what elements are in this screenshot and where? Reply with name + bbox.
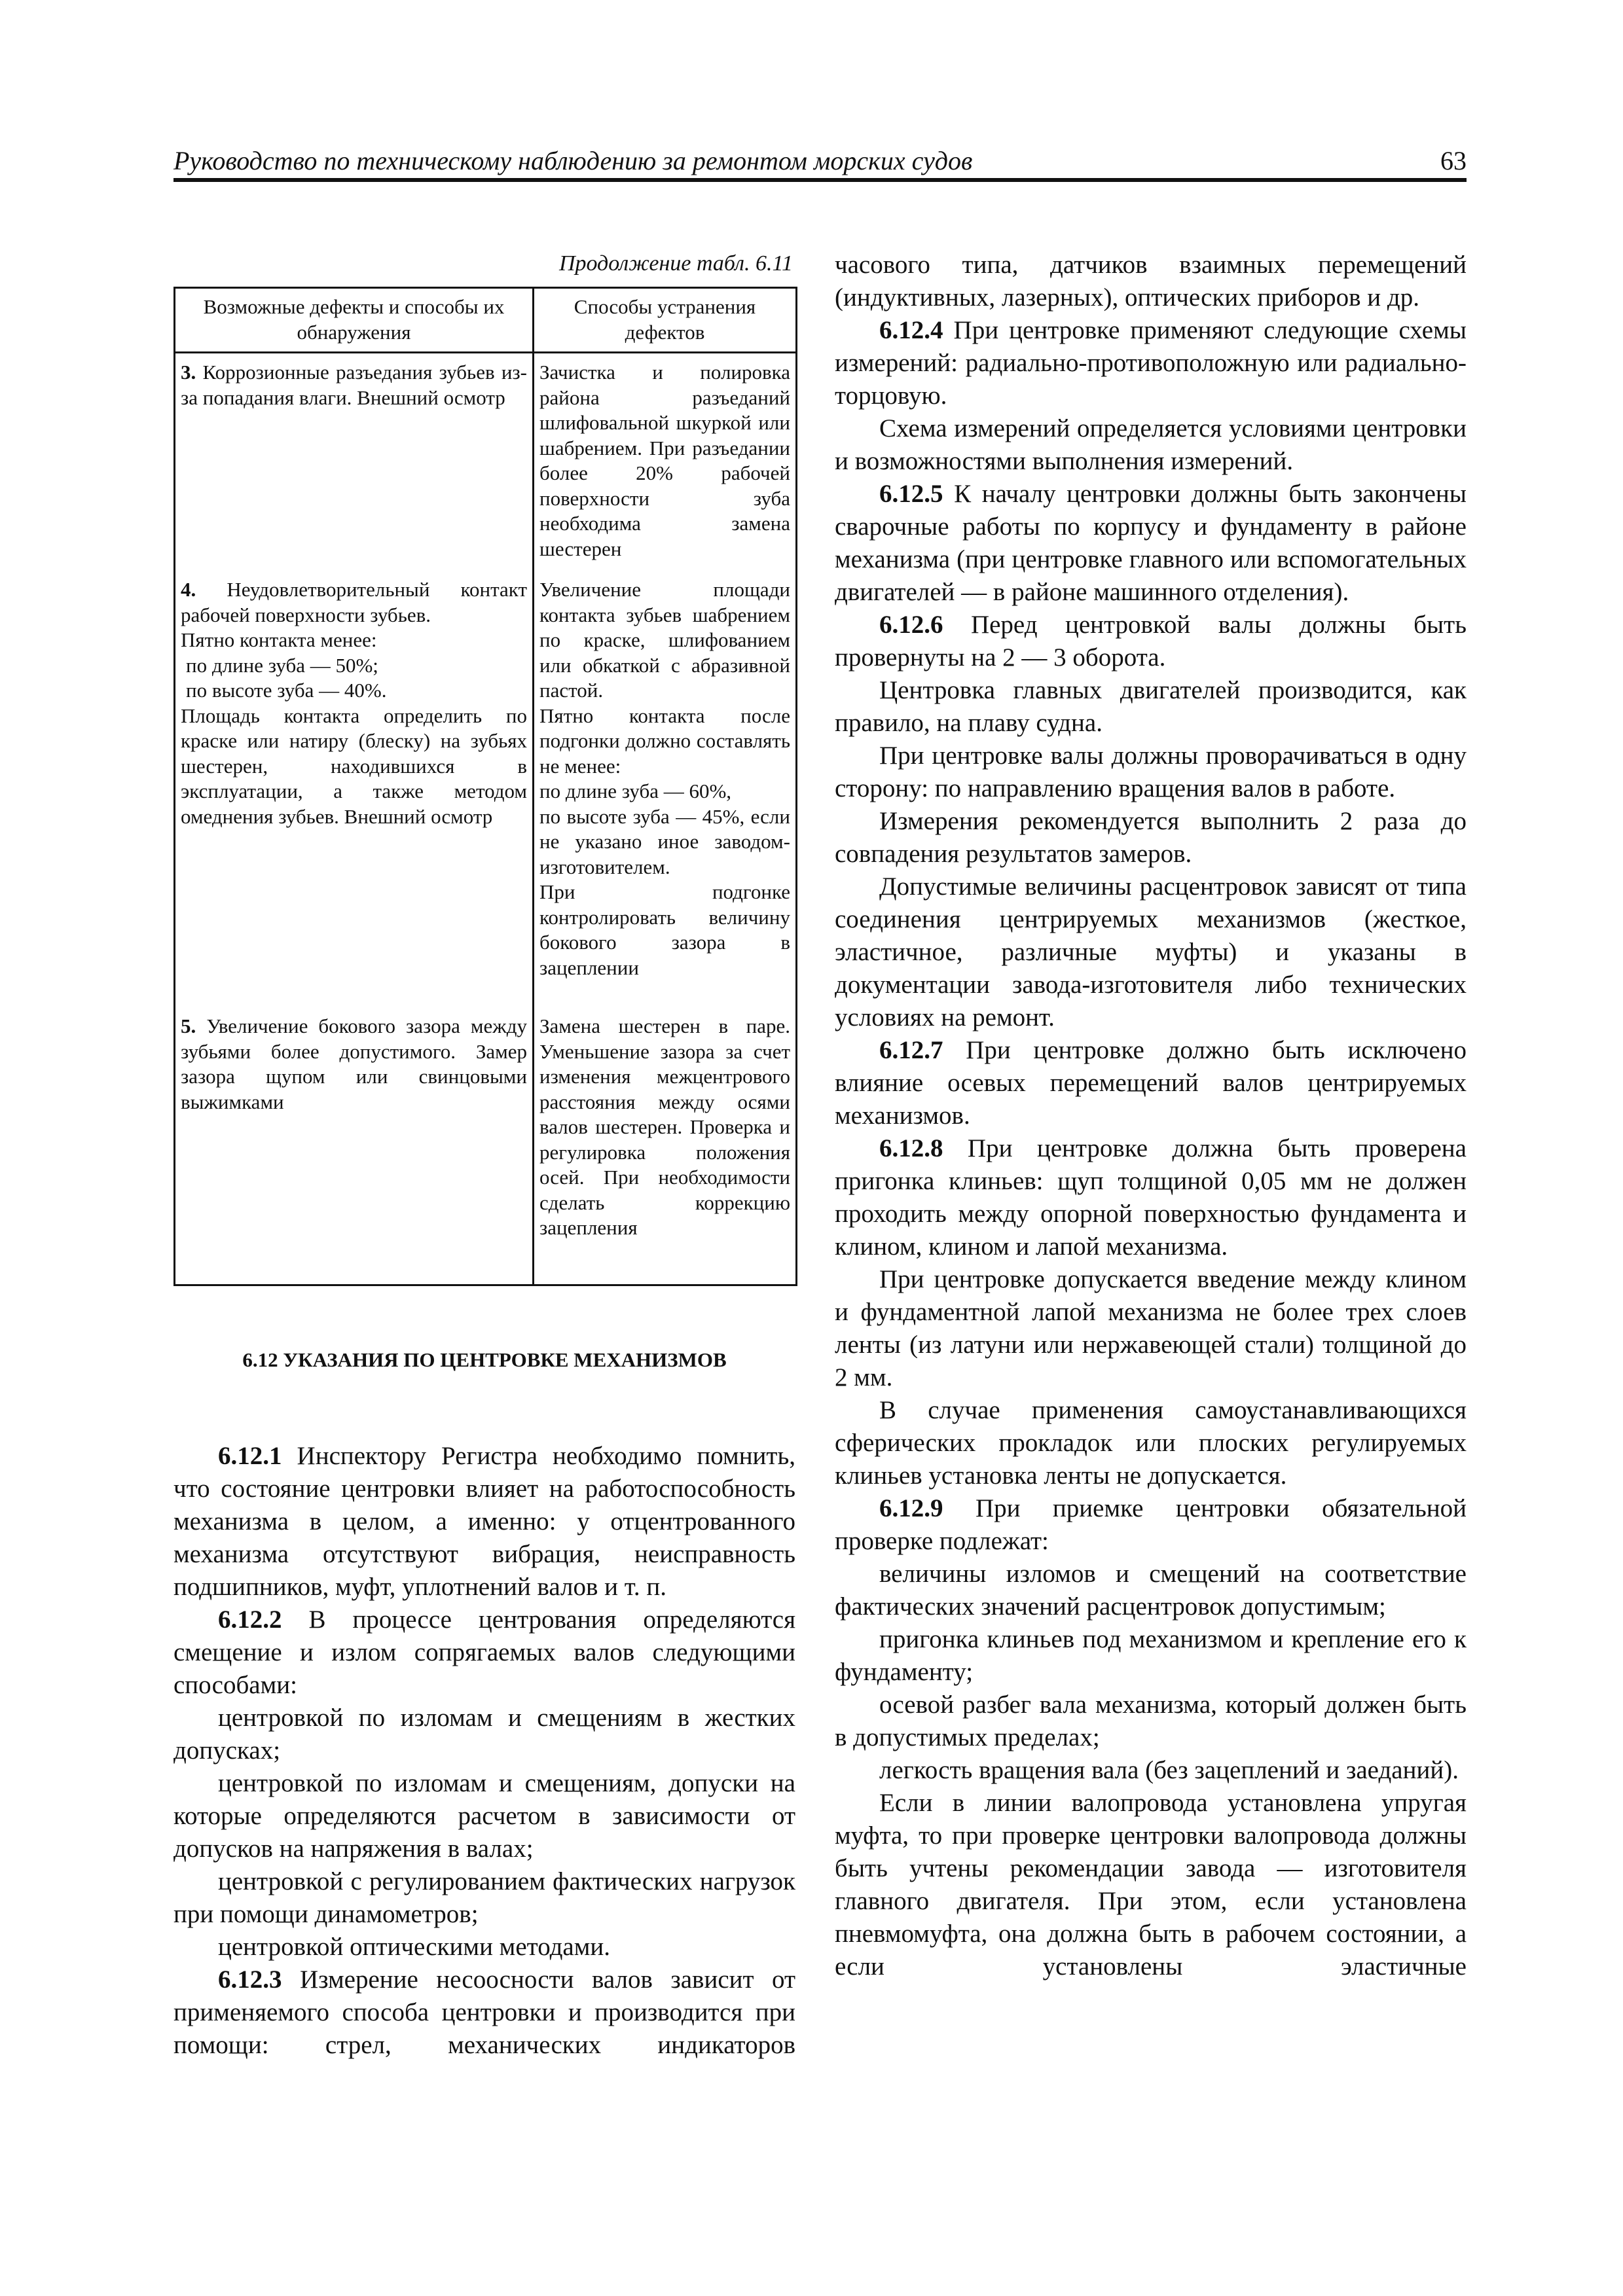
column-header-defects: Возможные дефекты и способы их обнаружения <box>175 288 534 353</box>
defect-text: Неудовлетворительный контакт рабочей поверхности зубьев. <box>181 578 527 626</box>
left-text-block <box>173 1440 795 2062</box>
paragraph-text: В процессе центрования определяются смещение и излом сопрягаемых валов следующими способами: <box>173 1605 796 1699</box>
paragraph <box>835 314 1467 412</box>
paragraph <box>835 478 1467 609</box>
paragraph <box>835 1132 1467 1263</box>
section-heading: 6.12 УКАЗАНИЯ ПО ЦЕНТРОВКЕ МЕХАНИЗМОВ <box>242 1348 727 1371</box>
paragraph <box>173 1440 795 1604</box>
paragraph <box>835 609 1467 674</box>
defect-cell <box>175 571 534 1007</box>
list-item: осевой разбег вала механизма, который должен быть в допустимых пределах; <box>835 1691 1467 1751</box>
paragraph <box>835 1492 1467 1558</box>
remedy-cell <box>534 1007 797 1285</box>
list-item: центровкой с регулированием фактических нагрузок при помощи динамометров; <box>173 1867 795 1928</box>
defect-height-text: по высоте зуба — 40%. <box>186 679 387 702</box>
list-item: центровкой оптическими методами. <box>218 1933 611 1961</box>
table-row <box>175 1007 797 1285</box>
defect-cell <box>175 353 534 571</box>
table-header-row <box>175 288 797 353</box>
paragraph <box>173 1604 795 1702</box>
clause-number: 6.12.2 <box>218 1605 282 1634</box>
clause-number: 6.12.8 <box>879 1134 943 1162</box>
list-item: пригонка клиньев под механизмом и крепление его к фундаменту; <box>835 1625 1467 1686</box>
remedy-length-text: по длине зуба — 60%, <box>539 780 732 802</box>
list-item: центровкой по изломам и смещениям, допуски на которые определяются расчетом в зависимости от допусков на напряжения в валах; <box>173 1769 795 1863</box>
paragraph-text: Инспектору Регистра необходимо помнить, что состояние центровки влияет на работоспособность механизма в целом, а именно: у отцентрованного механизма отсутствуют вибрация, неисправность подшипников, муфт, уплотнений валов и т. п. <box>173 1442 796 1601</box>
clause-number: 6.12.6 <box>879 611 943 639</box>
paragraph: При центровке допускается введение между клином и фундаментной лапой механизма не более трех слоев ленты (из латуни или нержавеющей стали) толщиной до 2 мм. <box>835 1265 1467 1391</box>
paragraph: Измерения рекомендуется выполнить 2 раза до совпадения результатов замеров. <box>835 807 1467 868</box>
paragraph-text: При центровке должно быть исключено влияние осевых перемещений валов центрируемых механизмов. <box>835 1036 1467 1130</box>
remedy-height-text: по высоте зуба — 45%, если не указано иное заводом-изготовителем. <box>539 804 790 878</box>
header-rule <box>173 178 1467 182</box>
clause-number: 6.12.1 <box>218 1442 282 1470</box>
paragraph: При центровке валы должны проворачиваться в одну сторону: по направлению вращения валов в работе. <box>835 742 1467 802</box>
paragraph: Схема измерений определяется условиями центровки и возможностями выполнения измерений. <box>835 414 1467 475</box>
defect-cell <box>175 1007 534 1285</box>
paragraph-text: При приемке центровки обязательной проверке подлежат: <box>835 1494 1467 1555</box>
list-item: центровкой по изломам и смещениям в жестких допусках; <box>173 1704 795 1765</box>
paragraph-text: Перед центровкой валы должны быть провернуты на 2 — 3 оборота. <box>835 611 1467 672</box>
paragraph-text: К началу центровки должны быть закончены сварочные работы по корпусу и фундаменту в районе механизма (при центровке главного или вспомогательных двигателей — в районе машинного отделения). <box>835 480 1467 606</box>
clause-number: 6.12.3 <box>218 1965 282 1994</box>
remedy-text: Зачистка и полировка района разъеданий шлифовальной шкуркой или шабрением. При разъедании более 20% рабочей поверхности зуба необходима замена шестерен <box>539 361 790 560</box>
clause-number: 6.12.7 <box>879 1036 943 1064</box>
paragraph <box>173 1964 795 2062</box>
left-column <box>173 249 795 1286</box>
paragraph-text: Измерение несоосности валов зависит от применяемого способа центровки и производится при помощи: стрел, механических индикаторов <box>173 1965 796 2059</box>
row-number: 4. <box>181 578 196 601</box>
defect-length-text: по длине зуба — 50%; <box>186 653 378 677</box>
remedy-spot-text: Пятно контакта после подгонки должно составлять не менее: <box>539 704 790 778</box>
header-title: Руководство по техническому наблюдению за ремонтом морских судов <box>173 146 973 175</box>
clause-number: 6.12.9 <box>879 1494 943 1522</box>
page-number: 63 <box>1440 146 1467 175</box>
paragraph-text: При центровке применяют следующие схемы измерений: радиально-противоположную или радиально-торцовую. <box>835 316 1467 410</box>
clause-number: 6.12.5 <box>879 480 943 508</box>
remedy-text: Увеличение площади контакта зубьев шабрением по краске, шлифованием или обкаткой с абразивной пастой. <box>539 578 790 702</box>
defect-text: Коррозионные разъедания зубьев из-за попадания влаги. Внешний осмотр <box>181 361 528 409</box>
remedy-text: Замена шестерен в паре. Уменьшение зазора за счет изменения межцентрового расстояния между осями валов шестерен. Проверка и регулировка положения осей. При необходимости сделать коррекцию зацепления <box>539 1014 790 1239</box>
defects-table <box>173 287 797 1286</box>
paragraph: Если в линии валопровода установлена упругая муфта, то при проверке центровки валопровода должны быть учтены рекомендации завода — изготовителя главного двигателя. При этом, если установлена пневмомуфта, она должна быть в рабочем состоянии, а если установлены эластичные <box>835 1789 1467 1981</box>
row-number: 3. <box>181 361 196 384</box>
clause-number: 6.12.4 <box>879 316 943 344</box>
defect-method-text: Площадь контакта определить по краске или натиру (блеску) на зубьях шестерен, находившихся в эксплуатации, а также методом омеднения зубьев. Внешний осмотр <box>181 704 527 828</box>
paragraph: Допустимые величины расцентровок зависят от типа соединения центрируемых механизмов (жесткое, эластичное, различные муфты) и указаны в документации завода-изготовителя либо технических условиях на ремонт. <box>835 872 1467 1031</box>
table-caption: Продолжение табл. 6.11 <box>558 251 793 276</box>
paragraph: Центровка главных двигателей производится, как правило, на плаву судна. <box>835 676 1467 737</box>
paragraph: В случае применения самоустанавливающихся сферических прокладок или плоских регулируемых клиньев установка ленты не допускается. <box>835 1396 1467 1490</box>
list-item: легкость вращения вала (без зацеплений и заеданий). <box>879 1756 1459 1784</box>
defect-spot-text: Пятно контакта менее: <box>181 628 377 651</box>
right-column <box>835 249 1467 1983</box>
paragraph <box>835 1034 1467 1132</box>
row-number: 5. <box>181 1014 196 1037</box>
remedy-control-text: При подгонке контролировать величину бокового зазора в зацеплении <box>539 880 790 979</box>
paragraph-text: При центровке должна быть проверена пригонка клиньев: щуп толщиной 0,05 мм не должен проходить между опорной поверхностью фундамента и клином, клином и лапой механизма. <box>835 1134 1467 1261</box>
remedy-cell <box>534 353 797 571</box>
table-row <box>175 571 797 1007</box>
running-header <box>173 143 1467 179</box>
column-header-remedies: Способы устранения дефектов <box>534 288 797 353</box>
defect-text: Увеличение бокового зазора между зубьями более допустимого. Замер зазора щупом или свинцовыми выжимками <box>181 1014 528 1113</box>
table-row <box>175 353 797 571</box>
list-item: величины изломов и смещений на соответствие фактических значений расцентровок допустимым; <box>835 1560 1467 1621</box>
remedy-cell <box>534 571 797 1007</box>
paragraph: часового типа, датчиков взаимных перемещений (индуктивных, лазерных), оптических приборов и др. <box>835 251 1467 312</box>
